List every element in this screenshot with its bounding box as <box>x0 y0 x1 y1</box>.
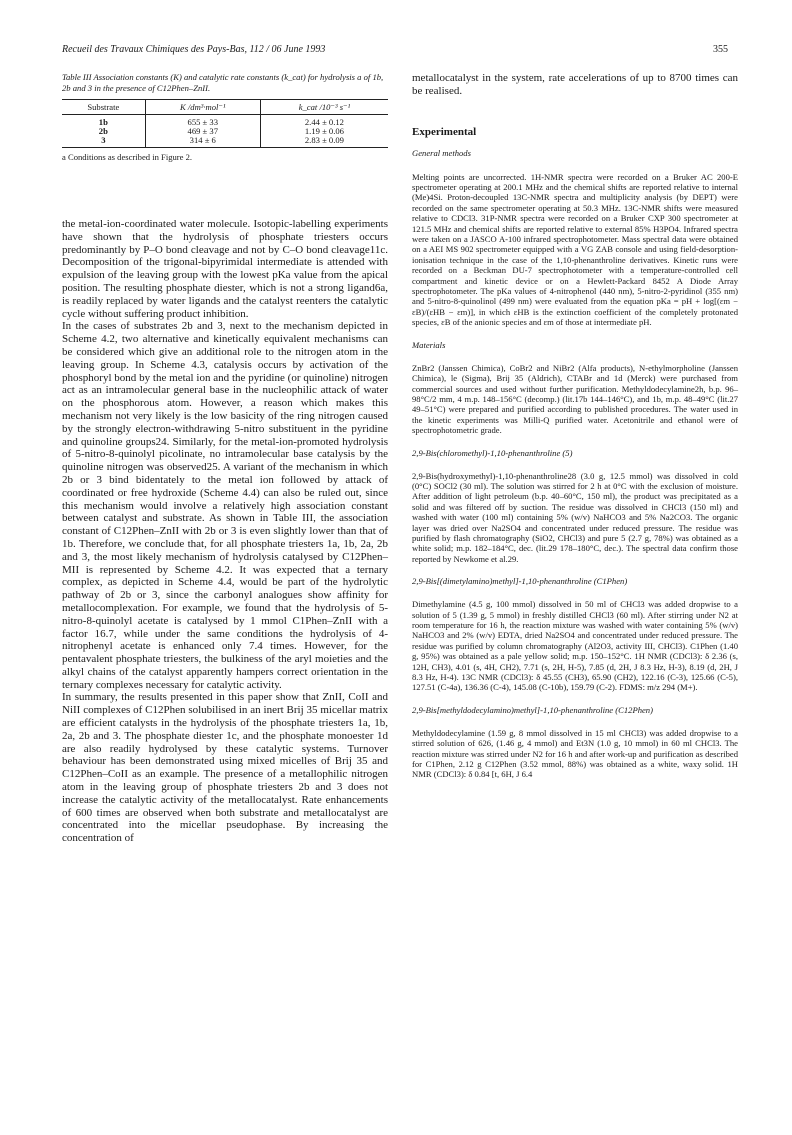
table-header-cell: K /dm³·mol⁻¹ <box>145 100 260 115</box>
body-paragraph: Dimethylamine (4.5 g, 100 mmol) dissolved in 50 ml of CHCl3 was added dropwise to a solution of 5 (1.39 g, 5 mmol) in freshly distilled CHCl3 (60 ml). After stirring under N2 at room temperature for 16 h, the reaction mixture was washed with water containing 5% (w/v) NaHCO3 and 2% (w/v) EDTA, dried Na2SO4 and concentrated under reduced pressure. The residue was purified by column chromatography (Al2O3, activity III, CHCl3). C1Phen (1.40 g, 95%) was obtained as a pale yellow solid; m.p. 150–152°C. 1H NMR (CDCl3): δ 2.36 (s, 12H, CH3), 4.01 (s, 4H, CH2), 7.71 (s, 2H, H-5), 7.85 (d, 2H, J 8.3 Hz, H-3), 8.19 (d, 2H, J 8.3 Hz, H-4). 13C NMR (CDCl3): δ 45.55 (CH3), 65.90 (CH2), 122.16 (C-3), 125.66 (C-5), 127.51 (C-4a), 136.36 (C-4), 145.08 (C-10b), 159.79 (C-2). FDMS: m/z 294 (M+). <box>412 599 738 693</box>
table-footnote: a Conditions as described in Figure 2. <box>62 152 193 162</box>
table-cell: 1.19 ± 0.06 <box>260 127 388 136</box>
table-cell: 2b <box>98 126 108 136</box>
body-paragraph: Methyldodecylamine (1.59 g, 8 mmol dissolved in 15 ml CHCl3) was added dropwise to a stirred solution of 626, (1.46 g, 4 mmol) and Et3N (1.0 g, 10 mmol) in 60 ml CHCl3. The reaction mixture was stirred under N2 for 16 h and after work-up and purification as described for C1Phen, 2.12 g C12Phen (3.52 mmol, 88%) was obtained as a white, waxy solid. 1H NMR (CDCl3): δ 0.84 [t, 6H, J 6.4 <box>412 727 738 780</box>
table-header-cell: k_cat /10⁻³ s⁻¹ <box>260 100 388 115</box>
subsection-title-general-methods: General methods <box>412 147 471 158</box>
right-column <box>412 72 738 780</box>
body-paragraph: the metal-ion-coordinated water molecule. Isotopic-labelling experiments have shown that the hydrolysis of phosphate triesters occurs predominantly by P–O bond cleavage and not by C–O bond cleavage11c. Decomposition of the trigonal-bipyrimidal intermediate is attended with expulsion of the leaving group with the lowest pKa value from the apical position. The resulting phosphate diester, which is not a strong ligand6a, is readily replaced by water ligands and the catalyst reenters the catalytic cycle without suffering product inhibition. <box>62 218 388 320</box>
table-row <box>62 136 388 148</box>
table-cell: 2.83 ± 0.09 <box>260 136 388 148</box>
body-paragraph: Melting points are uncorrected. 1H-NMR spectra were recorded on a Bruker AC 200-E spectrometer operating at 200.1 MHz and the chemical shifts are reported relative to internal (Me)4Si. Proton-decoupled 13C-NMR spectra and multiplicity analysis (by DEPT) were recorded on the same spectrometer operating at 50.3 MHz. 13C-NMR shifts were measured relative to CDCl3. 31P-NMR spectra were recorded on a Bruker CXP 300 spectrometer at 121.5 MHz and chemical shifts are reported relative to external 85% H3PO4. Infrared spectra were taken on a JASCO A-100 infrared spectrophotometer. Mass spectral data were obtained on a AEI MS 902 spectrometer equipped with a VG ZAB console and using field-desorption-ionisation technique in the case of the 1,10-phenanthroline derivatives. Kinetic runs were recorded on a Beckman DU-7 spectrophotometer with a temperature-controlled cell compartment and kinetic device or on a Hewlett-Packard 8452 A Diode Array spectrophotometer. The pKa values of 4-nitrophenol (440 nm), 5-nitro-2-pyridinol (355 nm) and 5-nitro-8-quinolinol (499 nm) were evaluated from the equation pKa = pH + log[(εm − εB)/(εHB − εm)], in which εHB is the extinction coefficient of the completely protonated species, εB of the anionic species and εm of those at intermediate pH. <box>412 171 738 328</box>
body-paragraph: 2,9-Bis(hydroxymethyl)-1,10-phenanthroline28 (3.0 g, 12.5 mmol) was dissolved in cold (0°C) SOCl2 (30 ml). The solution was stirred for 2 h at 0°C with the exclusion of moisture. After addition of light petroleum (b.p. 40–60°C, 150 ml), the product was precipitated as a solid and was filtered off by suction. The residue was dissolved in CHCl3 (150 ml) and washed with water (100 ml) containing 5% (w/v) NaHCO3 and 5% Na2CO3. The organic layer was dried over Na2SO4 and concentrated under reduced pressure. The residue was purified by flash chromatography (SiO2, CHCl3) and pure 5 (2.7 g, 78%) was obtained as a white solid; m.p. 182–184°C, dec. (lit.29 178–180°C, dec.). The spectral data confirm those reported by Newkome et al.29. <box>412 470 738 564</box>
table-cell: 469 ± 37 <box>145 127 260 136</box>
table-cell: 3 <box>62 136 145 148</box>
subsection-title-c1phen: 2,9-Bis[(dimetylamino)methyl]-1,10-phenanthroline (C1Phen) <box>412 576 628 587</box>
section-title-experimental: Experimental <box>412 125 477 138</box>
page-number: 355 <box>713 44 728 55</box>
table-association-constants <box>62 99 388 148</box>
subsection-title-compound-5: 2,9-Bis(chloromethyl)-1,10-phenanthroline (5) <box>412 447 573 458</box>
body-paragraph: In the cases of substrates 2b and 3, next to the mechanism depicted in Scheme 4.2, two alternative and kinetically equivalent mechanisms can be considered which give an additional role to the nitrogen atom in the leaving group. In Scheme 4.3, catalysis occurs by activation of the phosphoryl bond by the metal ion and the pyridine (or quinoline) nitrogen act as an intramolecular general base in the nucleophilic attack of water on the phosphorous atom. However, a reason which makes this mechanism not very likely is the low basicity of the ring nitrogen caused by the strongly electron-withdrawing 5-nitro substituent in the pyridine and quinoline groups24. Similarly, for the metal-ion-promoted hydrolysis of 5-nitro-8-quinolyl picolinate, no intramolecular base catalysis by the quinoline nitrogen was observed25. A variant of the mechanism in which 2b or 3 bind bidentately to the metal ion followed by attack of coordinated or free hydroxide (Scheme 4.4) can also be ruled out, since this mechanism would involve a relatively high association constant between catalyst and substrate. As shown in Table III, the association constant of C12Phen–ZnII with 2b or 3 is even slightly lower than that of 1b. Therefore, we conclude that, for all phosphate triesters 1a, 1b, 2a, 2b and 3, the most likely mechanism of hydrolysis catalysed by C12Phen–MII is represented by Scheme 4.2. It was expected that a ternary complex, as depicted in Scheme 4.4, would be part of the hydrolytic pathway of 2b or 3, since the carbonyl analogues show affinity for metallocomplexation. For example, we found that the hydrolysis of 5-nitro-8-quinolyl acetate is catalysed by 1 mmol C1Phen–ZnII with a factor 16.7, while under the same conditions the hydrolysis of 4-nitrophenyl acetate is enhanced only 7.4 times. However, for the pentavalent phosphate triesters, the bulkiness of the aryl moieties and the alkyl chains of the catalyst apparently hampers correct orientation in the ternary complexes necessary for catalytic activity. <box>62 320 388 691</box>
body-paragraph: In summary, the results presented in this paper show that ZnII, CoII and NiII complexes of C12Phen solubilised in an inert Brij 35 micellar matrix are efficient catalysts in the hydrolysis of the phosphate triesters 1a, 1b, 2a, 2b and 3. The phosphate diester 1c, and the phosphate monoester 1d are also readily hydrolysed by these catalytic systems. Turnover behaviour has been demonstrated using mixed micelles of Brij 35 and C12Phen–CoII as an example. The presence of a metallophilic nitrogen atom in the leaving group of phosphate triesters 2b and 3 does not increase the catalytic activity of the metallocatalyst. Rate enhancements of 600 times are observed when both substrate and metallocatalyst are concentrated into the micellar pseudophase. By increasing the concentration of <box>62 691 388 845</box>
table-cell: 655 ± 33 <box>145 115 260 128</box>
table-cell: 2.44 ± 0.12 <box>260 115 388 128</box>
body-paragraph: ZnBr2 (Janssen Chimica), CoBr2 and NiBr2 (Alfa products), N-ethylmorpholine (Janssen Chimica), le (Sigma), Brij 35 (Aldrich), CTABr and 1d (Merck) were purchased from commercial sources and used without further purification. Methyldodecylamine2h, b.p. 96–98°C/2 mm, 4 m.p. 148–156°C (decomp.) (lit.17b 144–146°C), and 1b, m.p. 48–49°C (lit.27 49–51°C) were prepared and purified according to published procedures. The water used in the kinetic experiments was Milli-Q purified water. Acetonitrile and ethanol were of spectrophotometric grade. <box>412 362 738 436</box>
table-header-cell: Substrate <box>62 100 145 115</box>
running-header-left: Recueil des Travaux Chimiques des Pays-Bas, 112 / 06 June 1993 <box>62 44 326 55</box>
table-cell: 314 ± 6 <box>145 136 260 148</box>
subsection-title-c12phen: 2,9-Bis[methyldodecylamino)methyl]-1,10-phenanthroline (C12Phen) <box>412 704 653 715</box>
left-column <box>62 72 388 845</box>
table-caption: Table III Association constants (K) and catalytic rate constants (k_cat) for hydrolysis a of 1b, 2b and 3 in the presence of C12Phen–ZnII. <box>62 72 384 93</box>
subsection-title-materials: Materials <box>412 339 446 350</box>
table-cell: 1b <box>98 117 108 127</box>
body-paragraph: metallocatalyst in the system, rate accelerations of up to 8700 times can be realised. <box>412 72 738 97</box>
